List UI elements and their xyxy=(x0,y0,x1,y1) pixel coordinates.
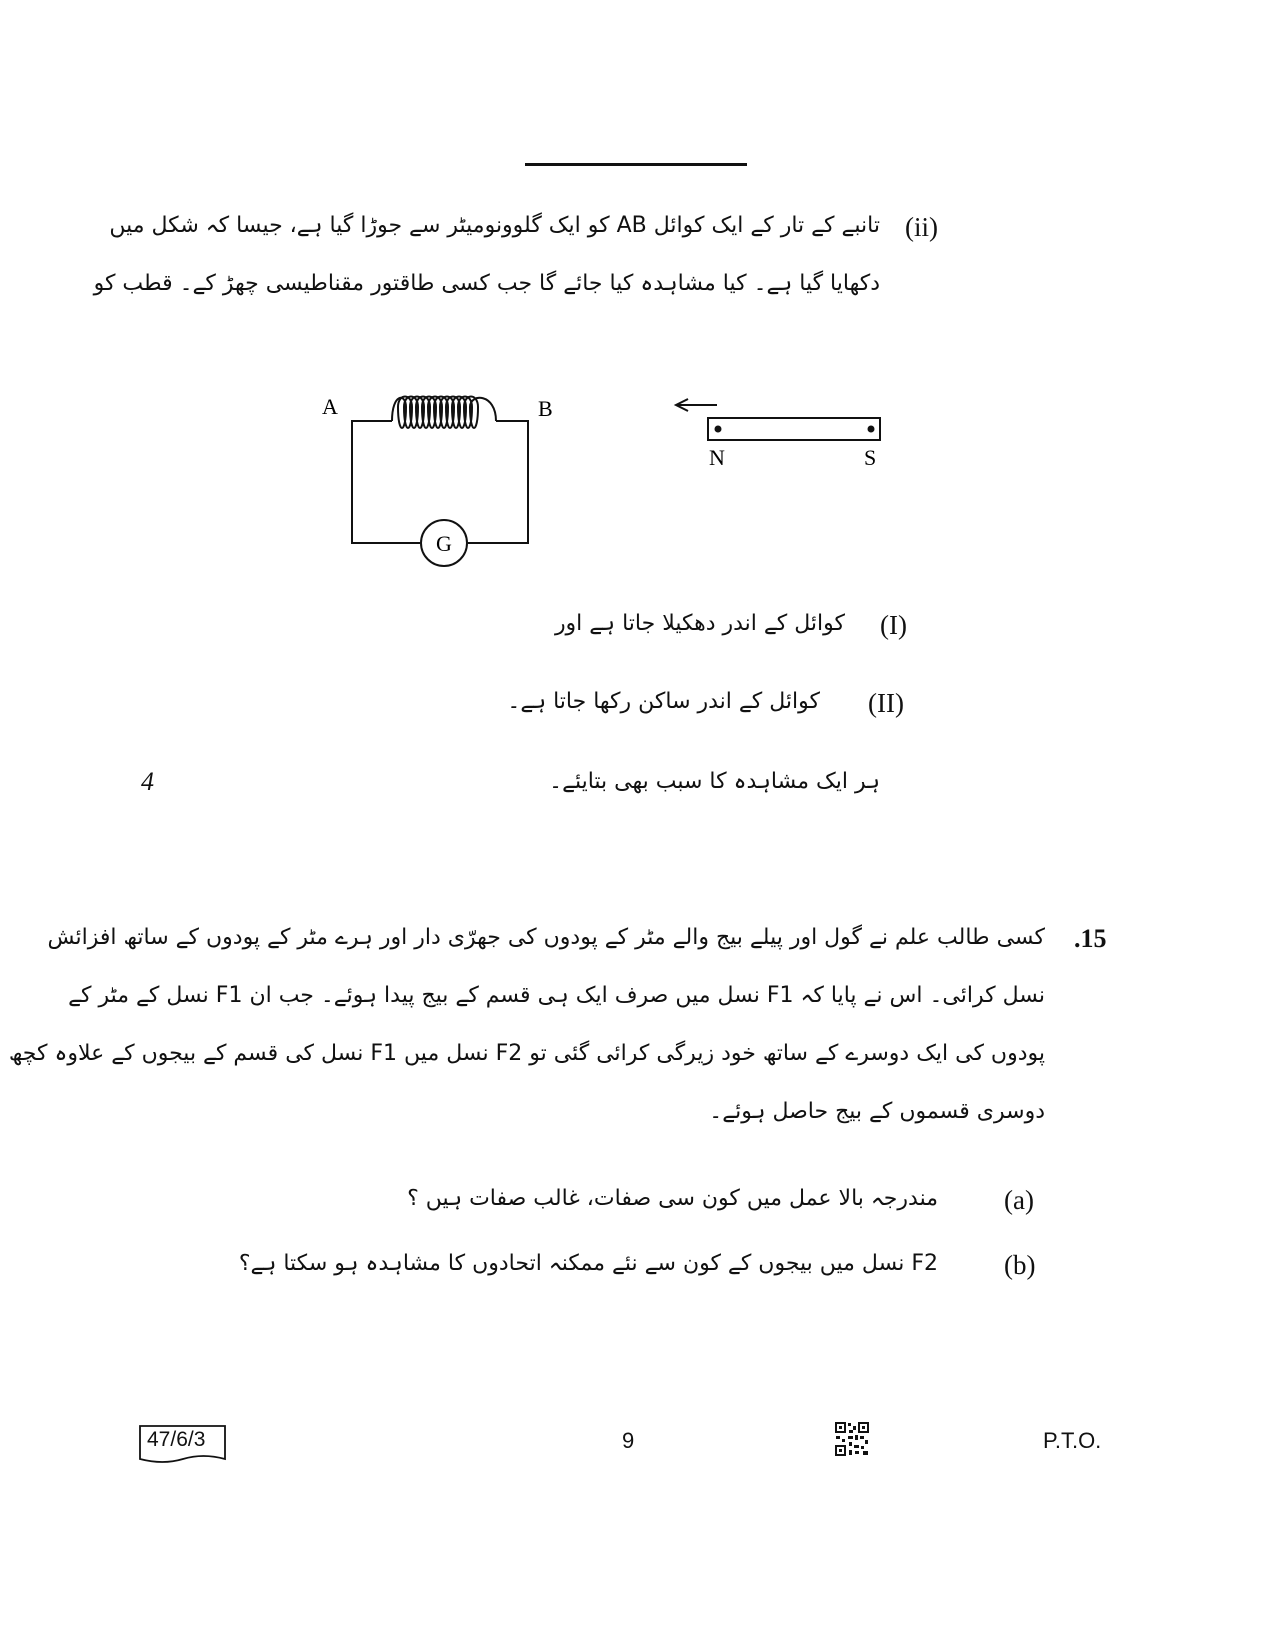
pto: P.T.O. xyxy=(1043,1428,1102,1453)
left-wire xyxy=(352,421,420,543)
page-number: 9 xyxy=(622,1428,635,1453)
coil-galvanometer-figure xyxy=(300,385,900,585)
galvanometer-label: G xyxy=(436,531,452,556)
label-a: A xyxy=(322,394,338,419)
part-ii-line-1: تانبے کے تار کے ایک کوائل AB کو ایک گلوونومیٹر سے جوڑا گیا ہے، جیسا کہ شکل میں xyxy=(109,213,880,238)
part-ii-line-2: دکھایا گیا ہے۔ کیا مشاہدہ کیا جائے گا جب کسی طاقتور مقناطیسی چھڑ کے۔ قطب کو xyxy=(93,271,880,296)
qr-code-icon xyxy=(834,1421,870,1457)
top-rule xyxy=(525,163,747,166)
bar-magnet xyxy=(708,418,880,440)
sub-i-text: کوائل کے اندر دھکیلا جاتا ہے اور xyxy=(554,611,845,636)
q15-line-1: کسی طالب علم نے گول اور پیلے بیج والے مٹر کے پودوں کی جھرّی دار اور ہرے مٹر کے پودوں کے ساتھ افزائش xyxy=(47,925,1045,950)
magnet-dot-n xyxy=(715,426,722,433)
sub-ii-label: (II) xyxy=(868,688,904,718)
sub-i-label: (I) xyxy=(880,610,907,640)
reason-line: ہر ایک مشاہدہ کا سبب بھی بتایئے۔ xyxy=(549,769,880,794)
q15-b-text: F2 نسل میں بیجوں کے کون سے نئے ممکنہ اتحادوں کا مشاہدہ ہو سکتا ہے؟ xyxy=(238,1251,938,1276)
paper-code: 47/6/3 xyxy=(147,1428,206,1451)
magnet-dot-s xyxy=(868,426,875,433)
copper-coil xyxy=(392,397,496,429)
q15-line-2: نسل کرائی۔ اس نے پایا کہ F1 نسل میں صرف ایک ہی قسم کے بیج پیدا ہوئے۔ جب ان F1 نسل کے مٹر کے xyxy=(68,983,1045,1008)
q15-a-text: مندرجہ بالا عمل میں کون سی صفات، غالب صفات ہیں ؟ xyxy=(407,1186,938,1211)
marks: 4 xyxy=(141,767,154,796)
question-15-number: .15 xyxy=(1074,924,1107,953)
part-ii-label: (ii) xyxy=(905,212,938,242)
magnet-label-n: N xyxy=(709,445,725,470)
label-b: B xyxy=(538,396,553,421)
magnet-label-s: S xyxy=(864,445,877,470)
q15-line-4: دوسری قسموں کے بیج حاصل ہوئے۔ xyxy=(709,1099,1045,1124)
right-wire xyxy=(468,421,528,543)
q15-a-label: (a) xyxy=(1004,1185,1034,1215)
q15-line-3: پودوں کی ایک دوسرے کے ساتھ خود زیرگی کرائی گئی تو F2 نسل میں F1 نسل کی قسم کے بیجوں کے علاوہ کچھ xyxy=(8,1041,1045,1066)
sub-ii-text: کوائل کے اندر ساکن رکھا جاتا ہے۔ xyxy=(507,689,820,714)
q15-b-label: (b) xyxy=(1004,1250,1036,1280)
